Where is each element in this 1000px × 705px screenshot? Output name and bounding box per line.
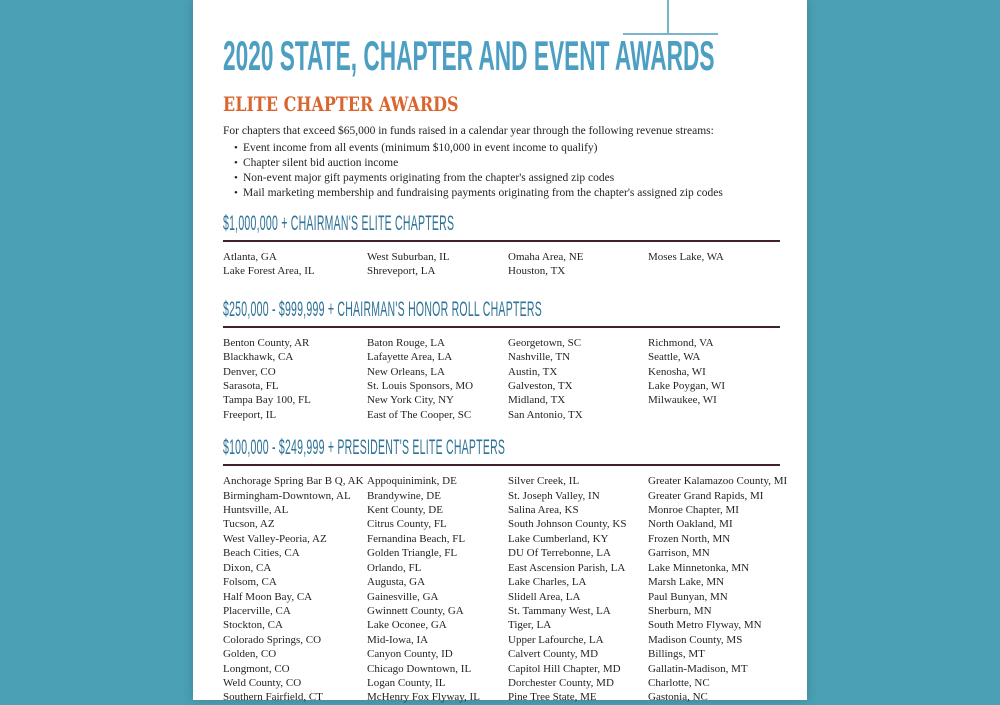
chapter-item: Augusta, GA — [367, 576, 426, 589]
chapter-item: Madison County, MS — [648, 633, 743, 646]
chapter-item: Lake Minnetonka, MN — [648, 561, 750, 574]
chapter-column — [648, 336, 780, 422]
chapter-item: San Antonio, TX — [508, 408, 583, 421]
chapter-item: East Ascension Parish, LA — [508, 561, 626, 574]
section-chairmans-honor-roll — [223, 297, 780, 422]
chapter-column — [223, 250, 367, 279]
chapter-item: Kenosha, WI — [648, 365, 706, 378]
chapter-item: Galveston, TX — [508, 380, 573, 393]
chapter-item: Omaha Area, NE — [508, 251, 584, 263]
chapter-item: West Valley-Peoria, AZ — [223, 532, 327, 545]
chapter-item: Richmond, VA — [648, 336, 714, 349]
chapter-column — [223, 336, 367, 422]
chapter-item: New York City, NY — [367, 394, 454, 407]
chapter-item: St. Louis Sponsors, MO — [367, 380, 474, 393]
chapter-item: Silver Creek, IL — [508, 475, 580, 488]
chapter-grid — [223, 250, 780, 279]
page-title: 2020 STATE, CHAPTER AND EVENT AWARDS — [223, 32, 715, 79]
bullet-item: • Non-event major gift payments originating from the chapter's assigned zip codes — [223, 171, 780, 186]
chapter-item: Southern Fairfield, CT — [223, 691, 323, 704]
chapter-item: Chicago Downtown, IL — [367, 662, 472, 675]
chapter-item: Tucson, AZ — [223, 518, 275, 531]
bullet-item: • Chapter silent bid auction income — [223, 156, 780, 171]
chapter-item: Orlando, FL — [367, 561, 422, 574]
chapter-item: Houston, TX — [508, 265, 566, 278]
chapter-item: Moses Lake, WA — [648, 251, 724, 263]
intro-paragraph: For chapters that exceed $65,000 in funds raised in a calendar year through the following revenue streams: — [223, 125, 714, 137]
chapter-item: Denver, CO — [223, 365, 276, 378]
chapter-item: Calvert County, MD — [508, 648, 599, 661]
chapter-item: Benton County, AR — [223, 336, 310, 349]
chapter-item: Placerville, CA — [223, 604, 291, 617]
chapter-item: Lake Poygan, WI — [648, 380, 726, 393]
chapter-item: St. Joseph Valley, IN — [508, 489, 600, 502]
chapter-item: Huntsville, AL — [223, 504, 289, 517]
section-heading: $1,000,000 + CHAIRMAN'S ELITE CHAPTERS — [223, 212, 455, 235]
chapter-item: Gwinnett County, GA — [367, 604, 464, 617]
document-content — [223, 0, 788, 705]
chapter-item: West Suburban, IL — [367, 251, 450, 263]
chapter-item: Monroe Chapter, MI — [648, 504, 739, 517]
chapter-item: Lake Forest Area, IL — [223, 265, 315, 278]
chapter-item: McHenry Fox Flyway, IL — [367, 691, 480, 704]
chapter-item: Golden Triangle, FL — [367, 547, 458, 560]
chapter-item: St. Tammany West, LA — [508, 604, 611, 617]
chapter-item: South Metro Flyway, MN — [648, 619, 762, 632]
chapter-item: Weld County, CO — [223, 676, 302, 689]
chapter-item: Appoquinimink, DE — [367, 475, 457, 488]
chapter-column — [508, 336, 648, 422]
chapter-item: Fernandina Beach, FL — [367, 532, 466, 545]
chapter-item: New Orleans, LA — [367, 365, 445, 378]
chapter-item: East of The Cooper, SC — [367, 408, 472, 421]
chapter-item: Anchorage Spring Bar B Q, AK — [223, 475, 364, 488]
chapter-item: Lake Cumberland, KY — [508, 532, 609, 545]
chapter-item: Brandywine, DE — [367, 489, 441, 502]
chapter-item: Seattle, WA — [648, 351, 701, 364]
chapter-item: Frozen North, MN — [648, 532, 731, 545]
chapter-item: Dorchester County, MD — [508, 676, 614, 689]
chapter-item: Lake Charles, LA — [508, 576, 587, 589]
qualification-bullets — [223, 141, 780, 201]
chapter-item: Greater Grand Rapids, MI — [648, 489, 764, 502]
chapter-item: Capitol Hill Chapter, MD — [508, 662, 621, 675]
chapter-item: Nashville, TN — [508, 351, 571, 364]
section-rule — [223, 240, 780, 242]
chapter-column — [648, 474, 787, 705]
chapter-item: Garrison, MN — [648, 547, 710, 560]
chapter-item: Greater Kalamazoo County, MI — [648, 475, 788, 488]
chapter-item: Billings, MT — [648, 648, 705, 661]
chapter-item: Milwaukee, WI — [648, 394, 717, 407]
chapter-item: Sarasota, FL — [223, 380, 279, 393]
chapter-item: DU Of Terrebonne, LA — [508, 547, 611, 560]
chapter-item: Kent County, DE — [367, 504, 443, 517]
chapter-item: Tiger, LA — [508, 619, 552, 632]
chapter-column — [367, 474, 508, 705]
chapter-item: Citrus County, FL — [367, 518, 447, 531]
chapter-item: Marsh Lake, MN — [648, 576, 725, 589]
chapter-item: Sherburn, MN — [648, 604, 712, 617]
chapter-item: Gastonia, NC — [648, 691, 708, 704]
chapter-item: Canyon County, ID — [367, 648, 453, 661]
section-heading: $100,000 - $249,999 + PRESIDENT'S ELITE CHAPTERS — [223, 436, 506, 460]
chapter-item: Folsom, CA — [223, 576, 277, 589]
chapter-item: Georgetown, SC — [508, 336, 582, 349]
chapter-item: Slidell Area, LA — [508, 590, 581, 603]
section-chairmans-elite — [223, 214, 780, 279]
chapter-item: Mid-Iowa, IA — [367, 633, 429, 646]
chapter-column — [223, 474, 367, 705]
chapter-item: Baton Rouge, LA — [367, 336, 445, 349]
chapter-column — [367, 250, 508, 279]
chapter-item: Pine Tree State, ME — [508, 691, 597, 704]
chapter-grid — [223, 474, 788, 705]
elite-chapter-awards-heading: ELITE CHAPTER AWARDS — [223, 92, 459, 116]
chapter-column — [648, 250, 780, 279]
chapter-item: Longmont, CO — [223, 662, 290, 675]
section-heading: $250,000 - $999,999 + CHAIRMAN'S HONOR ROLL CHAPTERS — [223, 297, 542, 321]
chapter-item: Half Moon Bay, CA — [223, 590, 313, 603]
chapter-column — [367, 336, 508, 422]
chapter-item: Paul Bunyan, MN — [648, 590, 728, 603]
chapter-item: Freeport, IL — [223, 408, 277, 421]
chapter-item: Logan County, IL — [367, 676, 446, 689]
chapter-item: Lafayette Area, LA — [367, 351, 453, 364]
chapter-item: Gainesville, GA — [367, 590, 439, 603]
chapter-item: Beach Cities, CA — [223, 547, 300, 560]
chapter-item: Shreveport, LA — [367, 265, 436, 278]
document-page — [193, 0, 807, 704]
chapter-item: Salina Area, KS — [508, 504, 579, 517]
chapter-item: Midland, TX — [508, 394, 566, 407]
chapter-item: Tampa Bay 100, FL — [223, 394, 311, 407]
chapter-item: Upper Lafourche, LA — [508, 633, 604, 646]
chapter-item: Blackhawk, CA — [223, 351, 294, 364]
chapter-item: North Oakland, MI — [648, 518, 733, 531]
chapter-item: Austin, TX — [508, 365, 558, 378]
chapter-item: South Johnson County, KS — [508, 518, 627, 531]
chapter-item: Stockton, CA — [223, 619, 283, 632]
chapter-item: Gallatin-Madison, MT — [648, 662, 748, 675]
chapter-column — [508, 474, 648, 705]
chapter-item: Golden, CO — [223, 648, 277, 661]
chapter-grid — [223, 336, 780, 422]
chapter-item: Dixon, CA — [223, 561, 272, 574]
chapter-item: Charlotte, NC — [648, 676, 710, 689]
chapter-item: Colorado Springs, CO — [223, 633, 322, 646]
chapter-item: Atlanta, GA — [223, 251, 277, 263]
section-rule — [223, 464, 780, 466]
section-rule — [223, 326, 780, 328]
section-presidents-elite — [223, 436, 788, 705]
chapter-item: Lake Oconee, GA — [367, 619, 447, 632]
bullet-item: • Event income from all events (minimum $10,000 in event income to qualify) — [223, 141, 780, 156]
chapter-column — [508, 250, 648, 279]
bullet-item: • Mail marketing membership and fundraising payments originating from the chapter's assigned zip codes — [223, 186, 780, 201]
chapter-item: Birmingham-Downtown, AL — [223, 489, 351, 502]
